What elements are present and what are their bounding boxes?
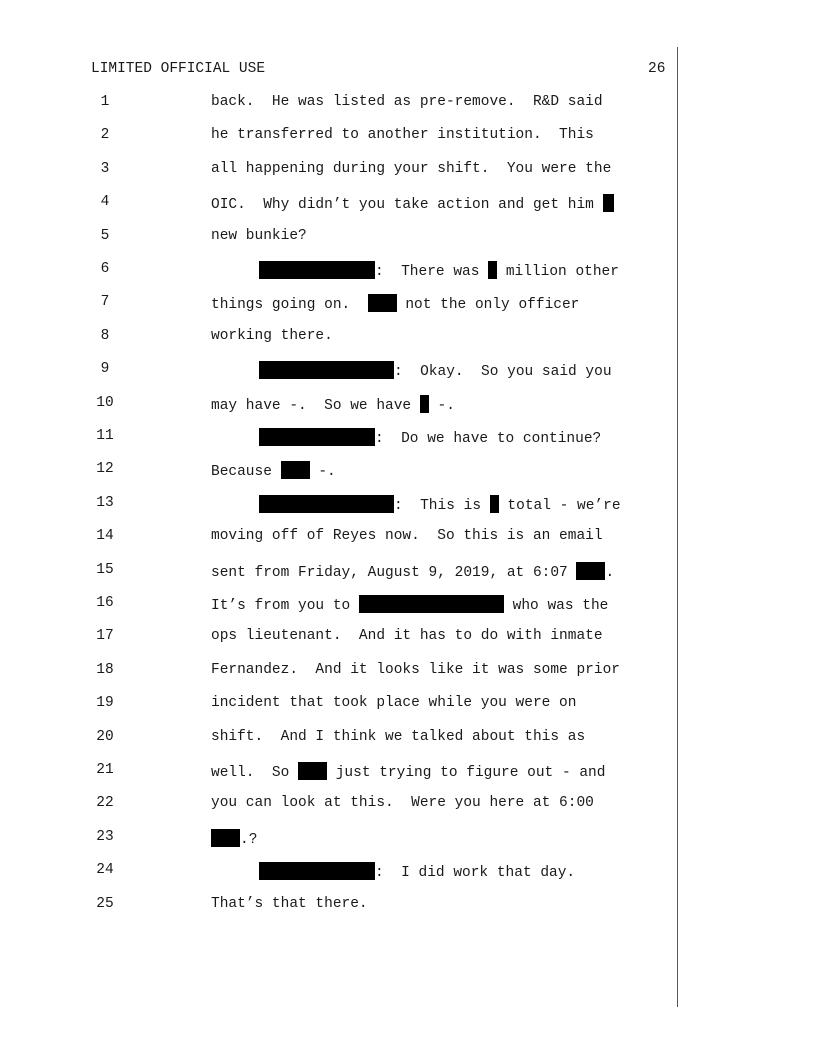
line-text bbox=[211, 94, 603, 110]
line-number: 8 bbox=[100, 327, 110, 344]
text-segment: .? bbox=[240, 831, 258, 848]
text-segment: things going on. bbox=[211, 297, 368, 314]
text-segment: It’s from you to bbox=[211, 598, 359, 614]
transcript-line bbox=[0, 896, 676, 918]
redaction-box bbox=[488, 261, 497, 279]
line-text bbox=[211, 662, 620, 678]
redaction-box bbox=[368, 294, 397, 312]
text-segment: he transferred to another institution. This bbox=[211, 127, 594, 144]
redaction-box bbox=[603, 194, 614, 212]
transcript-line bbox=[0, 161, 676, 183]
line-text bbox=[259, 428, 601, 447]
line-text bbox=[211, 829, 257, 848]
redaction-box bbox=[490, 495, 499, 513]
line-number: 25 bbox=[96, 895, 114, 912]
line-text bbox=[211, 461, 336, 480]
text-segment: -. bbox=[309, 464, 336, 481]
text-segment: ops lieutenant. And it has to do with inmate bbox=[211, 628, 603, 645]
transcript-line bbox=[0, 94, 676, 116]
line-number: 22 bbox=[96, 795, 114, 812]
text-segment: shift. And I think we talked about this as bbox=[211, 728, 586, 745]
text-segment: -. bbox=[428, 397, 455, 414]
text-segment: : There was bbox=[375, 264, 489, 280]
text-segment: who was the bbox=[503, 598, 609, 614]
line-number: 13 bbox=[96, 494, 114, 511]
text-segment: back. He was listed as pre-remove. R&D said bbox=[211, 94, 603, 110]
line-text bbox=[211, 762, 605, 781]
line-number: 1 bbox=[100, 94, 110, 110]
line-number: 16 bbox=[96, 595, 114, 611]
text-segment: all happening during your shift. You were the bbox=[211, 160, 612, 177]
text-segment: : Do we have to continue? bbox=[375, 431, 602, 447]
line-number: 21 bbox=[96, 762, 114, 778]
text-segment: working there. bbox=[211, 327, 333, 344]
text-segment: just trying to figure out - and bbox=[327, 765, 606, 781]
redaction-box bbox=[576, 562, 605, 580]
transcript-line bbox=[0, 328, 676, 350]
line-text bbox=[211, 562, 614, 581]
transcript-line bbox=[0, 862, 676, 884]
transcript-line bbox=[0, 729, 676, 751]
line-number: 4 bbox=[100, 194, 110, 211]
transcript-line bbox=[0, 261, 676, 283]
transcript-line bbox=[0, 595, 676, 617]
redaction-box bbox=[259, 862, 375, 880]
right-margin-rule bbox=[677, 47, 678, 1007]
redaction-box bbox=[298, 762, 327, 780]
transcript-line bbox=[0, 361, 676, 383]
transcript-line bbox=[0, 562, 676, 584]
line-text bbox=[211, 127, 594, 143]
line-text bbox=[259, 361, 612, 380]
line-text bbox=[259, 862, 575, 881]
line-number: 15 bbox=[96, 561, 114, 578]
transcript-line bbox=[0, 495, 676, 517]
page-number: 26 bbox=[648, 61, 666, 77]
transcript-line bbox=[0, 795, 676, 817]
text-segment: moving off of Reyes now. So this is an email bbox=[211, 528, 603, 545]
line-text bbox=[211, 161, 611, 177]
text-segment: . bbox=[605, 564, 615, 581]
transcript-line bbox=[0, 762, 676, 784]
text-segment: : This is bbox=[394, 497, 490, 514]
text-segment: Because bbox=[211, 464, 281, 481]
redaction-box bbox=[211, 829, 240, 847]
text-segment: : Okay. So you said you bbox=[394, 364, 612, 381]
transcript-line bbox=[0, 461, 676, 483]
transcript-line bbox=[0, 228, 676, 250]
line-number: 5 bbox=[100, 227, 110, 244]
text-segment: not the only officer bbox=[396, 297, 580, 314]
transcript-line bbox=[0, 428, 676, 450]
line-number: 9 bbox=[100, 361, 110, 378]
line-text bbox=[211, 695, 576, 711]
redaction-box bbox=[259, 361, 394, 379]
text-segment: That’s that there. bbox=[211, 895, 368, 912]
text-segment: incident that took place while you were on bbox=[211, 695, 577, 712]
line-number: 24 bbox=[96, 862, 114, 879]
line-text bbox=[259, 495, 621, 514]
transcript-line bbox=[0, 662, 676, 684]
text-segment: OIC. Why didn’t you take action and get him bbox=[211, 197, 603, 214]
line-number: 2 bbox=[100, 127, 110, 144]
line-text bbox=[211, 729, 585, 745]
line-text bbox=[211, 395, 455, 414]
text-segment: total - we’re bbox=[498, 497, 621, 514]
redaction-box bbox=[259, 261, 375, 279]
text-segment: : I did work that day. bbox=[375, 865, 576, 882]
line-text bbox=[259, 261, 619, 280]
redaction-box bbox=[281, 461, 310, 479]
line-text bbox=[211, 194, 614, 213]
line-text bbox=[211, 528, 603, 544]
line-number: 12 bbox=[96, 461, 114, 478]
redaction-box bbox=[259, 495, 394, 513]
line-text bbox=[211, 595, 608, 614]
line-text bbox=[211, 294, 579, 313]
transcript-line bbox=[0, 127, 676, 149]
transcript-line bbox=[0, 528, 676, 550]
line-number: 10 bbox=[96, 394, 114, 411]
classification-header: LIMITED OFFICIAL USE bbox=[91, 61, 266, 77]
transcript-line bbox=[0, 194, 676, 216]
transcript-line bbox=[0, 294, 676, 316]
line-number: 23 bbox=[96, 828, 114, 845]
text-segment: Fernandez. And it looks like it was some prior bbox=[211, 661, 620, 678]
transcript-line bbox=[0, 829, 676, 851]
line-number: 6 bbox=[100, 261, 110, 277]
line-text bbox=[211, 228, 307, 244]
transcript-line bbox=[0, 695, 676, 717]
line-number: 18 bbox=[96, 661, 114, 678]
text-segment: sent from Friday, August 9, 2019, at 6:07 bbox=[211, 564, 577, 581]
line-text bbox=[211, 795, 594, 811]
line-number: 14 bbox=[96, 528, 114, 545]
line-text bbox=[211, 328, 333, 344]
line-number: 11 bbox=[96, 428, 114, 444]
line-number: 19 bbox=[96, 695, 114, 712]
line-number: 7 bbox=[100, 294, 110, 311]
transcript-line bbox=[0, 628, 676, 650]
text-segment: new bunkie? bbox=[211, 227, 307, 244]
line-number: 20 bbox=[96, 728, 114, 745]
redaction-box bbox=[359, 595, 504, 613]
text-segment: you can look at this. Were you here at 6:00 bbox=[211, 795, 594, 812]
line-number: 17 bbox=[96, 628, 114, 645]
redaction-box bbox=[259, 428, 375, 446]
redaction-box bbox=[420, 395, 429, 413]
line-text bbox=[211, 628, 603, 644]
text-segment: may have -. So we have bbox=[211, 397, 420, 414]
text-segment: million other bbox=[497, 264, 619, 280]
line-number: 3 bbox=[100, 160, 110, 177]
transcript-line bbox=[0, 395, 676, 417]
line-text bbox=[211, 896, 368, 912]
text-segment: well. So bbox=[211, 765, 299, 781]
